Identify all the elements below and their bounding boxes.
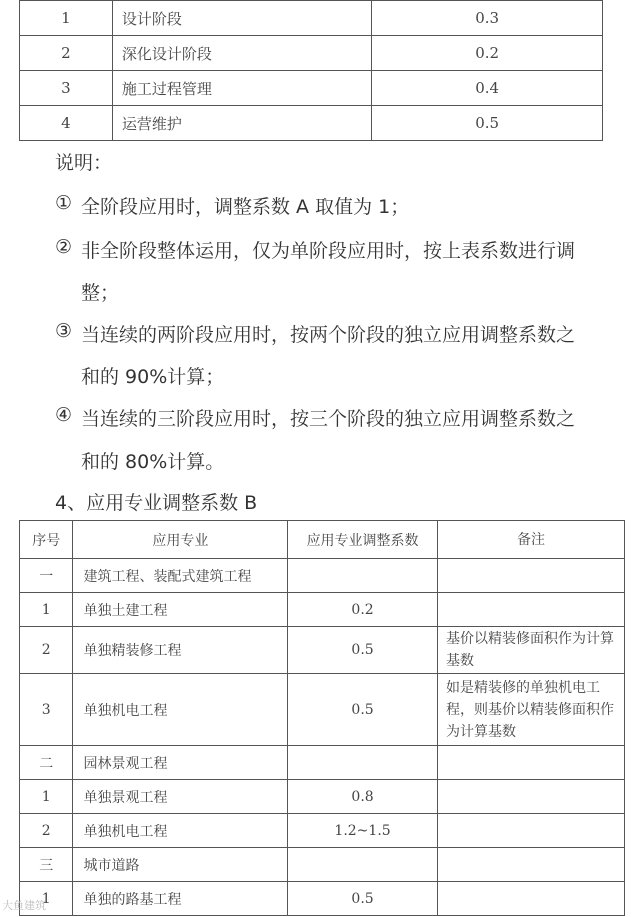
- table-row: [20, 559, 625, 593]
- table-row: [20, 106, 603, 141]
- row-coef: 0.8: [288, 780, 438, 814]
- table-row: [20, 848, 625, 882]
- row-coef: 0.5: [372, 106, 603, 141]
- note-marker: ①: [55, 192, 73, 214]
- header-cell: 序号: [20, 521, 73, 559]
- table-row: [20, 780, 625, 814]
- row-no: 1: [20, 593, 73, 627]
- note-text: 当连续的两阶段应用时，按两个阶段的独立应用调整系数之: [81, 324, 576, 346]
- row-coef: 0.2: [372, 36, 603, 71]
- watermark: 大鱼建筑: [2, 899, 46, 912]
- row-no: 2: [20, 36, 113, 71]
- note-marker: ④: [55, 404, 73, 426]
- header-cell: 备注: [437, 521, 624, 559]
- row-no: 1: [20, 780, 73, 814]
- row-no: 2: [20, 814, 73, 848]
- row-coef: 0.4: [372, 71, 603, 106]
- row-note: [437, 814, 624, 848]
- row-coef: 0.2: [288, 593, 438, 627]
- table-row: [20, 593, 625, 627]
- table-row: [20, 746, 625, 780]
- row-stage: 运营维护: [112, 106, 371, 141]
- header-cell: 应用专业: [73, 521, 288, 559]
- table-row: [20, 674, 625, 746]
- row-name: 单独土建工程: [73, 593, 288, 627]
- stage-coefficient-table: [19, 0, 603, 141]
- section-title: 4、应用专业调整系数 B: [55, 492, 258, 514]
- header-cell: 应用专业调整系数: [288, 521, 438, 559]
- row-name: 园林景观工程: [73, 746, 288, 780]
- note-text: 当连续的三阶段应用时，按三个阶段的独立应用调整系数之: [81, 408, 576, 430]
- row-note: 如是精装修的单独机电工程，则基价以精装修面积作为计算基数: [437, 674, 624, 746]
- note-text-continued: 和的 90%计算；: [81, 366, 225, 388]
- row-stage: 设计阶段: [112, 1, 371, 36]
- note-text: 非全阶段整体运用，仅为单阶段应用时，按上表系数进行调: [81, 240, 576, 262]
- row-stage: 施工过程管理: [112, 71, 371, 106]
- note-marker: ②: [55, 236, 73, 258]
- specialty-coefficient-table: [19, 520, 625, 916]
- row-no: 4: [20, 106, 113, 141]
- row-name: 建筑工程、装配式建筑工程: [73, 559, 288, 593]
- row-name: 城市道路: [73, 848, 288, 882]
- row-coef: [288, 559, 438, 593]
- row-note: [437, 593, 624, 627]
- table-row: [20, 1, 603, 36]
- table-row: [20, 882, 625, 916]
- row-coef: 0.5: [288, 674, 438, 746]
- row-no: 1: [20, 882, 73, 916]
- row-no: 3: [20, 674, 73, 746]
- row-note: [437, 559, 624, 593]
- row-coef: 0.5: [288, 882, 438, 916]
- row-note: [437, 848, 624, 882]
- row-coef: [288, 848, 438, 882]
- table-row: [20, 814, 625, 848]
- row-no: 一: [20, 559, 73, 593]
- row-no: 二: [20, 746, 73, 780]
- row-no: 1: [20, 1, 113, 36]
- row-name: 单独精装修工程: [73, 627, 288, 674]
- row-name: 单独机电工程: [73, 674, 288, 746]
- table-header-row: [20, 521, 625, 559]
- note-text-continued: 和的 80%计算。: [81, 451, 225, 473]
- row-note: [437, 882, 624, 916]
- row-coef: 0.3: [372, 1, 603, 36]
- row-coef: [288, 746, 438, 780]
- row-no: 2: [20, 627, 73, 674]
- note-text-continued: 整；: [81, 282, 120, 304]
- row-note: [437, 780, 624, 814]
- row-coef: 1.2~1.5: [288, 814, 438, 848]
- row-note: 基价以精装修面积作为计算基数: [437, 627, 624, 674]
- row-no: 3: [20, 71, 113, 106]
- table-row: [20, 71, 603, 106]
- row-stage: 深化设计阶段: [112, 36, 371, 71]
- row-name: 单独的路基工程: [73, 882, 288, 916]
- table-row: [20, 627, 625, 674]
- row-note: [437, 746, 624, 780]
- row-coef: 0.5: [288, 627, 438, 674]
- notes-heading: 说明：: [55, 152, 113, 174]
- note-text: 全阶段应用时，调整系数 A 取值为 1；: [81, 196, 410, 218]
- row-no: 三: [20, 848, 73, 882]
- row-name: 单独景观工程: [73, 780, 288, 814]
- row-name: 单独机电工程: [73, 814, 288, 848]
- table-row: [20, 36, 603, 71]
- note-marker: ③: [55, 320, 73, 342]
